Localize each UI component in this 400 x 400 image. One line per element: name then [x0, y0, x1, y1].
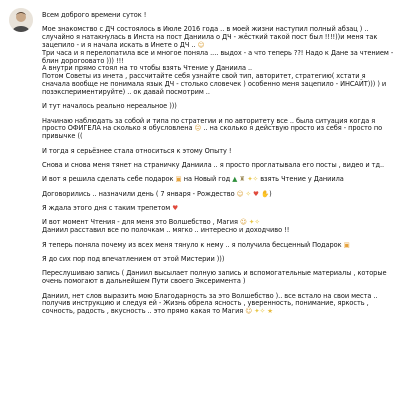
paragraph-text: А внутри прямо стоял на то чтобы взять Чтение у Даниила ..	[42, 64, 253, 73]
message-body	[42, 12, 394, 323]
paragraph-text: И тут началось реально нереальное )))	[42, 102, 177, 111]
story-paragraph	[42, 293, 394, 316]
paragraph-text: взять Чтение у Даниила	[260, 175, 344, 184]
smiling-face-icon: ☺	[197, 40, 205, 49]
red-heart-icon: ♥	[172, 204, 179, 213]
paragraph-text: Начинаю наблюдать за собой и типа по стратегии и по авторитету все .. была ситуация когда я просто ОФИГЕЛА на сколько я обусловлена	[42, 116, 376, 133]
greeting-text: Всем доброго времени суток !	[42, 11, 147, 19]
story-paragraph	[42, 26, 394, 96]
paragraph-text: И тогда я серьёзнее стала относиться к этому Опыту !	[42, 146, 232, 155]
red-heart-icon: ♥	[253, 189, 259, 198]
paragraph-text: Снова и снова меня тянет на страничку Даниила .. я просто проглатывала его посты , видео и тд..	[42, 160, 385, 169]
sparkles-icon: ✧	[245, 189, 251, 198]
sparkles-icon: ✦✧	[247, 175, 259, 184]
heart-eyes-face-icon: ☺	[236, 189, 244, 198]
heart-eyes-face-icon: ☺	[240, 218, 247, 227]
paragraph-text: Я ждала этого дня с таким трепетом	[42, 204, 171, 213]
paragraph-text: Переслушиваю запись ( Даниил высылает полную запись и вспомогательные материалы , которые очень помогают в дальнейшем Пути своего Эксеримента )	[42, 269, 387, 286]
story-paragraph: Договорились .. назначили день ( 7 января - Рождество ☺ ✧ ♥ ✋)	[42, 189, 272, 198]
avatar[interactable]	[9, 8, 33, 32]
story-paragraph	[42, 205, 394, 213]
paragraph-text: Даниил, нет слов выразить мою Благодарность за это Волшебство ).. все встало на свои места .. получив инструкцию и следуя ей - Жизнь обрела ясность , уверенность, понимание, яркость , сочность, радость , вкусность .. это прямо какая то Магия	[42, 291, 378, 316]
gift-icon: ▣	[343, 240, 350, 249]
paragraph-text: Даниил расставил все по полочкам .. мягко .. интересно и доходчиво !!	[42, 226, 290, 235]
paragraph-text: И вот я решила сделать себе подарок	[42, 175, 174, 184]
paragraph-text: Потом Советы из инета , рассчитайте себя узнайте свой тип, авторитет, стратегию( хстати я сначала вообще не понимала язык ДЧ - столько словечек ) особенно меня зацепило - ИНСАЙТ))) ) и позэкспериментируйте) .. ок давай посмотрим ..	[42, 72, 387, 96]
paragraph-text: Три часа и я перелопатила все и многое поняла .... выдох - а что теперь ??! Надо к Дане за чтением - блин дорогоовато ))) !!!	[42, 48, 394, 65]
story-paragraph	[42, 242, 394, 250]
star-icon: ★	[267, 307, 274, 316]
sparkles-icon: ✦✧	[254, 307, 266, 316]
praying-hands-icon: ✋	[260, 189, 270, 198]
paragraph-text: .. на сколько я действую просто из себя - просто по привычке ((	[42, 124, 383, 141]
paragraph-text: Мое знакомство с ДЧ состоялось в Июле 2016 года .. в моей жизни наступил полный абзац ) .. случайно я натакнулась в Инста на пост Даниила о ДЧ - жёсткий такой пост был !!!!))и меня так зацепило - и я начала искать в Инете о ДЧ ..	[42, 25, 378, 49]
paragraph-text: на Новый год	[183, 175, 231, 184]
champagne-icon: ♜	[239, 175, 246, 184]
profile-photo-icon	[9, 8, 33, 32]
embarrassed-face-icon: ☹	[194, 124, 202, 133]
sparkles-icon: ✦✧	[248, 218, 260, 227]
heart-eyes-face-icon: ☺	[245, 307, 253, 316]
story-paragraph	[42, 176, 394, 184]
paragraph-text: Я теперь поняла почему из всех меня тянуло к нему .. я получила бесценный Подарок	[42, 240, 342, 249]
gift-icon: ▣	[175, 175, 182, 184]
paragraph-text: Договорились .. назначили день ( 7 января - Рождество	[42, 189, 235, 198]
story-paragraph	[42, 219, 394, 235]
paragraph-text: И вот момент Чтения - для меня это Волшебство , Магия	[42, 218, 238, 227]
paragraph-text: Я до сих пор под впечатлением от этой Мистерии )))	[42, 255, 225, 264]
story-paragraph	[42, 118, 394, 141]
christmas-tree-icon: ▲	[232, 175, 238, 184]
